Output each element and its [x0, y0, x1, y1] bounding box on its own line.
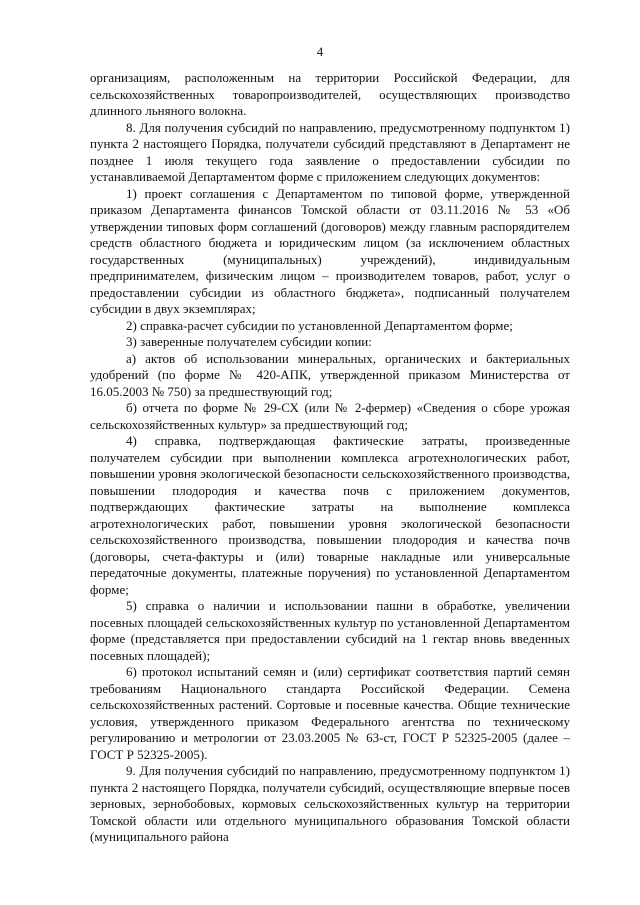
paragraph-subitem-3b: б) отчета по форме № 29-СХ (или № 2-фермер) «Сведения о сборе урожая сельскохозяйственных культур» за предшествующий год; — [90, 400, 570, 432]
paragraph-subitem-1: 1) проект соглашения с Департаментом по типовой форме, утвержденной приказом Департамента финансов Томской области от 03.11.2016 № 53 «Об утверждении типовых форм соглашений (договоров) между главным распорядителем средств областного бюджета и юридическим лицом (за исключением областных государственных (муниципальных) учреждений), индивидуальным предпринимателем, физическим лицом – производителем товаров, работ, услуг о предоставлении субсидии из областного бюджета», подписанный получателем субсидии в двух экземплярах; — [90, 185, 570, 316]
document-body — [90, 70, 570, 846]
paragraph-continuation: организациям, расположенным на территории Российской Федерации, для сельскохозяйственных товаропроизводителей, осуществляющих производство длинного льняного волокна. — [90, 70, 570, 118]
paragraph-subitem-6: 6) протокол испытаний семян и (или) сертификат соответствия партий семян требованиям Национального стандарта Российской Федерации. Семена сельскохозяйственных растений. Сортовые и посевные качества. Общие технические условия, утвержденного приказом Федерального агентства по техническому регулированию и метрологии от 23.03.2005 № 63-ст, ГОСТ Р 52325-2005 (далее – ГОСТ Р 52325-2005). — [90, 664, 570, 762]
page-number: 4 — [316, 44, 324, 59]
paragraph-item-8: 8. Для получения субсидий по направлению, предусмотренному подпунктом 1) пункта 2 настоящего Порядка, получатели субсидий представляют в Департамент не позднее 1 июля текущего года заявление о предоставлении субсидии по устанавливаемой Департаментом форме с приложением следующих документов: — [90, 119, 570, 184]
paragraph-subitem-2: 2) справка-расчет субсидии по установленной Департаментом форме; — [126, 317, 513, 333]
paragraph-subitem-5: 5) справка о наличии и использовании пашни в обработке, увеличении посевных площадей сельскохозяйственных культур по установленной Департаментом форме (представляется при предоставлении субсидий на 1 гектар вновь введенных посевных площадей); — [90, 598, 570, 663]
paragraph-subitem-4: 4) справка, подтверждающая фактические затраты, произведенные получателем субсидии при выполнении комплекса агротехнологических работ, повышении уровня экологической безопасности сельскохозяйственного производства, повышении плодородия и качества почв с приложением документов, подтверждающих фактические затраты на выполнение комплекса агротехнологических работ, повышении уровня экологической безопасности сельскохозяйственного производства, повышении плодородия и качества почв (договоры, счета-фактуры и (или) товарные накладные или универсальные передаточные документы, платежные поручения) по установленной Департаментом форме; — [90, 433, 570, 597]
paragraph-subitem-3: 3) заверенные получателем субсидии копии: — [126, 334, 372, 349]
paragraph-subitem-3a: а) актов об использовании минеральных, органических и бактериальных удобрений (по форме № 420-АПК, утвержденной приказом Министерства от 16.05.2003 № 750) за предшествующий год; — [90, 350, 570, 399]
paragraph-item-9: 9. Для получения субсидий по направлению, предусмотренному подпунктом 1) пункта 2 настоящего Порядка, получатели субсидий, осуществляющие впервые посев зерновых, зернобобовых, кормовых сельскохозяйственных культур на территории Томской области или отдельного муниципального образования Томской области (муниципального района — [90, 763, 570, 844]
